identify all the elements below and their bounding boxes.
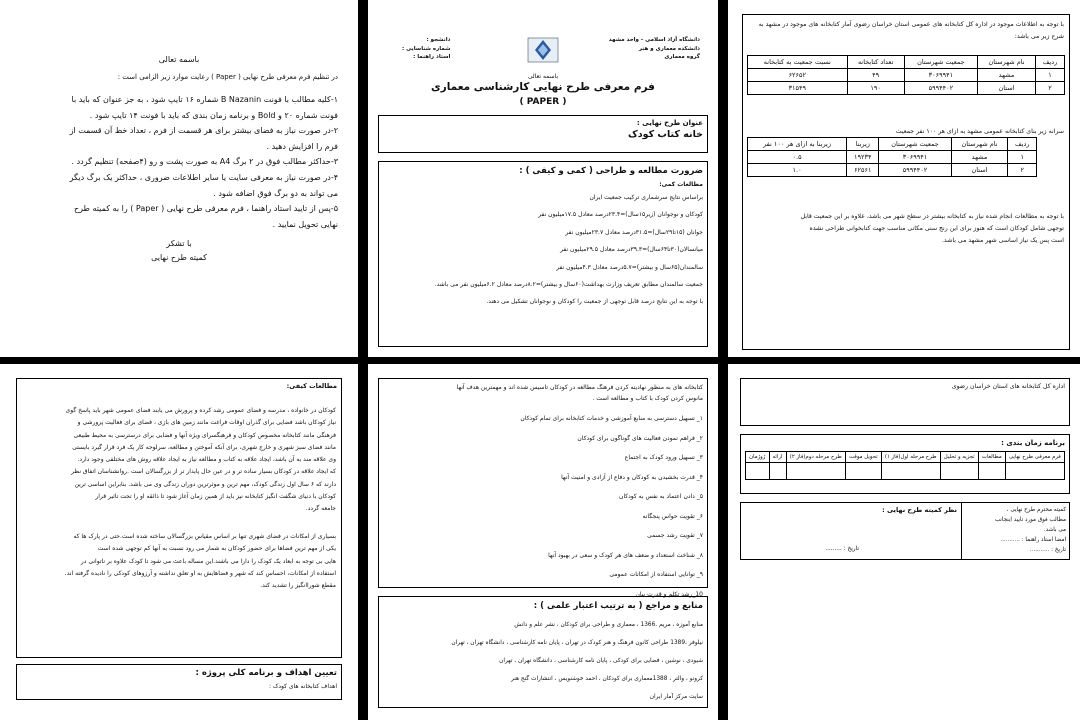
table-cell: ۲ <box>1035 82 1064 95</box>
table-header-row <box>748 138 1037 151</box>
table-cell: ۳۱۵۴۹ <box>748 82 848 95</box>
committee-opinion-title: نظر کمیته طرح نهایی : <box>882 506 957 514</box>
student-field-label: دانشجو : <box>426 37 451 43</box>
qualitative-box <box>16 378 342 658</box>
goals-intro <box>383 382 703 405</box>
instruction-line: ۳-حداکثر مطالب فوق در ۲ برگ A4 به صورت پشت و رو (۴صفحه) تنظیم گردد . <box>71 157 338 167</box>
table-header-cell: تجزیه و تحلیل <box>940 452 978 463</box>
table-cell: مشهد <box>978 69 1036 82</box>
advisor-approval <box>961 503 1069 559</box>
qual-line: نیاز کودکان باشد فضایی برای گذران اوقات فراغت مانند زمین های بازی ، فضای برای فعالیت پرورشی و <box>77 419 336 427</box>
cover-bismillah: باسمه تعالی <box>527 73 559 80</box>
schedule-title: برنامه زمان بندی : <box>1001 439 1065 447</box>
qual-line: بسیاری از امکانات در فضای شهری تنها بر اساس مقیاس بزرگسالان ساخته شده است.حتی در پارک ها که <box>73 533 336 540</box>
qual-line: کودکان در خانواده ، مدرسه و فضای عمومی رشد کرده و پرورش می یابند فضای عمومی شهر باید پاسخ گوی <box>65 407 336 414</box>
goals-line: اهداف کتابخانه های کودک : <box>269 683 337 690</box>
goal-item: ۹_ توانایی استفاده از امکانات عمومی <box>609 571 703 578</box>
office-box <box>740 378 1070 426</box>
qual-line: استفاده از امکانات، احساس کند که شهر و فضاهایش به او تعلق نداشته و آرزوهای کودکی را نادیده گرفته اند. <box>64 569 336 577</box>
table-cell: ۶۲۶۵۲ <box>748 69 848 82</box>
university-logo-icon <box>526 36 560 64</box>
statistics-box <box>742 14 1070 350</box>
table-cell: ۱.۰ <box>748 164 847 177</box>
instruction-line: فرم را افزایش دهید . <box>266 141 338 151</box>
faculty-name: دانشکده معماری و هنر <box>638 45 700 52</box>
form-cover-page <box>368 0 718 357</box>
qual-line: جامعه گردد. <box>305 505 336 513</box>
qual-para-2 <box>20 531 336 592</box>
stats-outro-line: با توجه به مطالعات انجام شده نیاز به کتابخانه بیشتر در سطح شهر می باشد، علاوه بر این جمعیت قابل <box>800 213 1064 220</box>
goals-list-box <box>378 378 708 598</box>
office-line: اداره کل کتابخانه های استان خراسان رضوی <box>951 383 1065 390</box>
schedule-box <box>740 434 1070 494</box>
student-block <box>402 36 450 62</box>
qual-line: هایی بی توجه به ابعاد یک کودک را دارا می باشند.این مساله باعث می شود تا کودک علاوه بر ناتوانی در <box>80 557 336 565</box>
approval-line: کمیته محترم طرح نهایی ، <box>1006 507 1066 513</box>
reference-item: شیودی ، نوشین ، فضایی برای کودکی ، پایان نامه کارشناسی ، دانشگاه تهران ، تهران <box>499 657 703 664</box>
table-cell: استان <box>978 82 1036 95</box>
table-header-row <box>748 56 1065 69</box>
university-name: دانشگاه آزاد اسلامی - واحد مشهد <box>608 37 700 43</box>
closing-thanks: با تشکر <box>166 239 192 248</box>
form-title: فرم معرفی طرح نهایی کارشناسی معماری <box>431 81 655 93</box>
qual-line: یکی از مهم ترین فضاها برای حضور کودکان به شمار می رود نسبت به آنها کم توجهی شده است <box>97 545 336 553</box>
table-header-cell: طرح مرحله دوم(فاز ۲) <box>786 452 845 463</box>
need-title: ضرورت مطالعه و طراحی ( کمی و کیفی ) : <box>519 166 703 176</box>
instruction-line: ۴-در صورت نیاز به معرفی سایت یا سایر اطلاعات ضروری ، حداکثر یک برگ دیگر <box>69 172 338 182</box>
instructions-page <box>10 0 348 357</box>
table-row <box>746 463 1065 480</box>
instruction-line: ۱-کلیه مطالب با فونت B Nazanin شماره ۱۶ تایپ شود ، به جز عنوان که باید با <box>71 95 338 104</box>
goal-item: ۶_ تقویت حواس پنجگانه <box>642 512 703 520</box>
instruction-line: ۲-در صورت نیاز به فضای بیشتر برای هر قسمت از فرم ، تعداد خط آن قسمت از <box>69 126 338 136</box>
schedule-page <box>728 364 1080 720</box>
reference-item: نیلوفر ،1389 طراحی کانون فرهنگ و هنر کودک در تهران ، پایان نامه کارشناسی ، دانشگاه تهران ، تهران <box>451 639 703 646</box>
table-cell <box>978 463 1005 480</box>
table-header-cell: نسبت جمعیت به کتابخانه <box>748 56 848 69</box>
table-cell: ۱ <box>1008 151 1037 164</box>
goal-item: ۱_ تسهیل دسترسی به منابع آموزشی و خدمات کتابخانه برای تمام کودکان <box>520 415 703 422</box>
table-row <box>748 164 1037 177</box>
table-cell <box>940 463 978 480</box>
stats-outro-line: توجهی شامل کودکان است که هنوز برای این رنج سنی مکانی مناسب جهت کتابخوانی طراحی نشده <box>809 224 1064 232</box>
quant-line: براساس نتایج سرشماری ترکیب جمعیت ایران <box>589 194 703 201</box>
instruction-line: نهایی تحویل نمایید . <box>272 219 338 229</box>
table-header-cell: طرح مرحله اول(فاز ۱) <box>881 452 940 463</box>
topic-box <box>378 115 708 153</box>
table-cell: ۳۰۶۹۹۴۱ <box>904 69 977 82</box>
reference-item: کرونو ، والتر ، 1388معماری برای کودکان ، احمد خوشنویس ، انتشارات گنج هنر <box>511 675 703 682</box>
table-cell <box>881 463 940 480</box>
table-cell: ۵۹۹۴۴۰۲ <box>879 164 951 177</box>
approval-line: تاریخ : ........... <box>1029 547 1066 554</box>
instruction-line: فونت شماره ۲۰ و Bold و برنامه زمان بندی که باید با فونت ۱۴ تایپ شود . <box>89 110 338 120</box>
table-header-cell: ردیف <box>1035 56 1064 69</box>
table-header-cell: ارائه <box>769 452 786 463</box>
qual-label: مطالعات کیفی: <box>286 382 337 390</box>
department-name: گروه معماری <box>664 54 700 61</box>
qual-line: مقطع شوراانگیز را تشدید کند. <box>260 582 336 590</box>
goals-box <box>16 664 342 700</box>
qual-para-1 <box>20 405 336 516</box>
table-row <box>748 82 1065 95</box>
topic-value: خانه کتاب کودک <box>628 129 703 140</box>
quant-line: میانسالان(۳۰تا۶۴سال)=۳۹.۳درصد معادل ۲۹.۵میلیون نفر <box>560 246 703 254</box>
quant-line: با توجه به این نتایج درصد قابل توجهی از جمعیت را کودکان و نوجوانان تشکیل می دهند. <box>486 298 703 306</box>
stats-mid-text: سرانه زیر بنای کتابخانه عمومی مشهد به ازای هر ۱۰۰ نفر جمعیت <box>895 128 1064 135</box>
qual-line: کودکان با دنیای شگفت انگیز کتابخانه نیز باید از همین زمان آغاز شود تا ذائقه او را تحت تاثیر قرار <box>95 493 336 501</box>
table-header-cell: زیربنا به ازای هر ۱۰۰ نفر <box>748 138 847 151</box>
reference-item: منابع آموزه ، مریم .1366 ، معماری و طراحی برای کودکان ، نشر علم و دانش <box>514 622 703 628</box>
advisor-label: استاد راهنما : <box>413 54 451 61</box>
topic-label: عنوان طرح نهایی : <box>636 119 703 127</box>
table-cell <box>769 463 786 480</box>
goals-list <box>383 409 703 604</box>
approval-line: می باشد. <box>1043 527 1066 534</box>
table-header-cell: ردیف <box>1008 138 1037 151</box>
goals-intro-line: کتابخانه های به منظور نهادینه کردن فرهنگ مطالعه در کودکان تاسیس شده اند و مهمترین هدف آنها <box>456 384 703 391</box>
table-cell <box>845 463 881 480</box>
row-separator <box>0 357 1080 364</box>
approval-line: مطالب فوق مورد تایید اینجانب <box>994 517 1066 524</box>
table-header-cell: تحویل موقت <box>845 452 881 463</box>
qual-line: مانند فضای سبز شهری و خارج شهری، برای آنکه آموختن و مطالعه، سرلوحه کار یک فرد قرار گیرد بایستی <box>72 443 336 451</box>
table-row <box>748 69 1065 82</box>
goals-intro-line: مانوس کردن کودک با کتاب و مطالعه است . <box>592 395 703 403</box>
table-cell: ۱۹۲۳۴ <box>847 151 879 164</box>
bismillah: باسمه تعالی <box>158 55 200 64</box>
table-header-row <box>746 452 1065 463</box>
references-list <box>383 617 703 707</box>
instructions-list <box>20 92 338 232</box>
qual-line: فرهنگی مانند کتابخانه مخصوص کودکان و فرهنگسرای ویژه آنها و فضایی برای درسترسی به محیط طبیعی <box>73 431 336 439</box>
table-header-cell: فرم معرفی طرح نهایی <box>1005 452 1064 463</box>
qual-line: وی علاقه مند به آن باشد، ایجاد علاقه به کتاب و مطالعه نیاز به ایجاد علاقه روش های مختلفی وجود دارد. <box>77 456 336 464</box>
table-header-cell: نام شهرستان <box>951 138 1008 151</box>
goal-item: ۵_ دادن اعتماد به نفس به کودکان <box>619 493 703 500</box>
goal-item: ۸_ شناخت استعداد و ضعف های هر کودک و سعی در بهبود آنها <box>548 551 703 559</box>
table-cell: ۲ <box>1008 164 1037 177</box>
approval-line: امضا استاد راهنما : ........... <box>1000 537 1066 544</box>
table-header-cell: جمعیت شهرستان <box>904 56 977 69</box>
qualitative-page <box>10 364 348 720</box>
goals-title: تعیین اهداف و برنامه کلی پروژه : <box>195 668 337 678</box>
table-row <box>748 151 1037 164</box>
qual-line: دارند که ۶ سال اول زندگی کودک، مهم ترین و موثرترین دوران زندگی وی می باشد. بنابراین اساسی ترین <box>74 480 336 488</box>
goal-item: 10_رشد تکلم و قدرت بیان <box>635 590 703 598</box>
library-area-table <box>747 137 1037 177</box>
references-box <box>378 596 708 708</box>
table-cell <box>1005 463 1064 480</box>
closing-committee: کمیته طرح نهایی <box>151 253 207 262</box>
need-box <box>378 161 708 347</box>
library-count-table <box>747 55 1065 95</box>
table-cell <box>786 463 845 480</box>
quant-label: مطالعات کمی: <box>659 181 703 188</box>
table-cell: ۵۹۹۴۴۰۲ <box>904 82 977 95</box>
goal-item: ۴_ قدرت بخشیدن به کودکان و دفاع از آزادی و امنیت آنها <box>561 473 703 481</box>
goal-item: ۷_ تقویت رشد جسمی <box>647 532 703 539</box>
university-block <box>609 36 700 62</box>
table-header-cell: جمعیت شهرستان <box>879 138 951 151</box>
table-header-cell: تعداد کتابخانه <box>847 56 904 69</box>
goals-refs-page <box>368 364 718 720</box>
quant-line: جوانان (۱۵تا۲۹سال)=۳۱.۵درصد معادل ۲۳.۷میلیون نفر <box>565 228 703 236</box>
table-header-cell: نام شهرستان <box>978 56 1036 69</box>
table-header-cell: زیربنا <box>847 138 879 151</box>
qual-line: که ایجاد علاقه در کودکان بسیار ساده تر و در عین حال پایدار تر از بزرگسالان است .روانشناسان اتفاق نظر <box>71 468 336 476</box>
table-cell: ۶۲۵۶۱ <box>847 164 879 177</box>
reference-item: سایت مرکز آمار ایران <box>649 693 703 700</box>
goal-item: ۲_ فراهم نمودن فعالیت های گوناگون برای کودکان <box>577 434 703 442</box>
stats-outro <box>746 211 1064 246</box>
references-title: منابع و مراجع ( به ترتیب اعتبار علمی ) : <box>533 601 703 611</box>
table-cell: ۴۹ <box>847 69 904 82</box>
statistics-page <box>728 0 1080 357</box>
quant-line: جمعیت سالمندان مطابق تعریف وزارت بهداشت(۶۰سال و بیشتر)=۸.۲درصد معادل ۶.۲میلیون نفر می باشد. <box>434 280 703 288</box>
instructions-intro: در تنظیم فرم معرفی طرح نهایی ( Paper ) رعایت موارد زیر الزامی است : <box>117 73 338 81</box>
stats-outro-line: است پس یک نیاز اساسی شهر مشهد می باشد. <box>941 236 1064 244</box>
table-header-cell: مطالعات <box>978 452 1005 463</box>
instruction-line: ۵-پس از تایید استاد راهنما ، فرم معرفی طرح نهایی ( Paper ) را به کمیته طرح <box>73 204 338 214</box>
quant-lines <box>383 189 703 311</box>
quant-line: سالمندان(۶۵سال و بیشتر)=۵.۷درصد معادل ۴.۳میلیون نفر <box>556 263 703 271</box>
stats-intro: با توجه به اطلاعات موجود در اداره کل کتابخانه های عمومی استان خراسان رضوی آمار کتابخانه های موجود در مشهد به شرح زیر می باشد: <box>758 21 1064 40</box>
instruction-line: می تواند به دو برگ فوق اضافه شود . <box>213 188 338 198</box>
table-cell <box>746 463 770 480</box>
table-cell: ۱۹۰ <box>847 82 904 95</box>
goal-item: ۳_ تسهیل ورود کودک به اجتماع <box>624 454 703 461</box>
paper-label: ( PAPER ) <box>519 97 567 107</box>
table-cell: ۰.۵ <box>748 151 847 164</box>
approval-box <box>740 502 1070 560</box>
quant-line: کودکان و نوجوانان (زیر۱۵سال)=۲۳.۴درصد معادل ۱۷.۵میلیون نفر <box>538 211 703 219</box>
table-cell: استان <box>951 164 1008 177</box>
committee-date: تاریخ : ......... <box>825 546 859 552</box>
table-cell: ۱ <box>1035 69 1064 82</box>
table-cell: ۳۰۶۹۹۴۱ <box>879 151 951 164</box>
table-cell: مشهد <box>951 151 1008 164</box>
student-id-label: شماره شناسایی : <box>402 45 451 52</box>
schedule-table <box>745 451 1065 480</box>
table-header-cell: ژوژمان <box>746 452 770 463</box>
